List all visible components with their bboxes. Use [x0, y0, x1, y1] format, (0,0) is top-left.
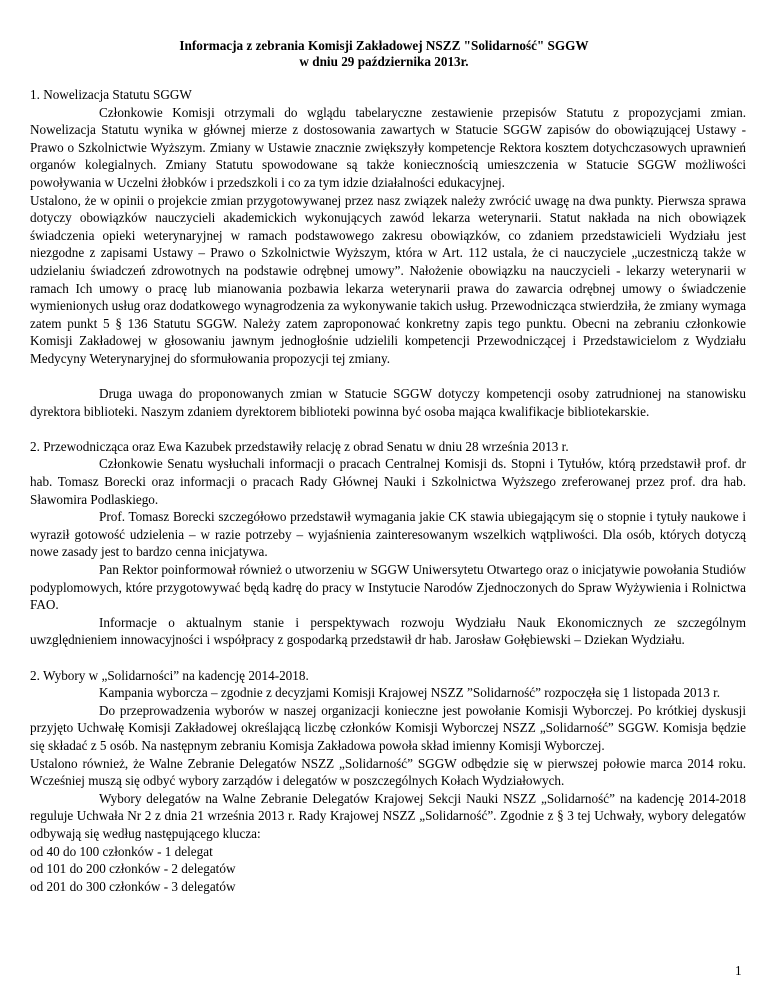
- delegate-key-item: od 201 do 300 członków - 3 delegatów: [30, 878, 236, 894]
- paragraph: Ustalono również, że Walne Zebranie Delegatów NSZZ „Solidarność” SGGW odbędzie się w pierwszej połowie marca 2014 roku. Wcześniej muszą się odbyć wybory zarządów i delegatów w poszczególnych Kołach Wydziałowych.: [30, 755, 746, 789]
- document-body: [30, 86, 746, 895]
- delegate-key-item: od 40 do 100 członków - 1 delegat: [30, 843, 213, 859]
- section-2-heading: 2. Przewodnicząca oraz Ewa Kazubek przedstawiły relację z obrad Senatu w dniu 28 września 2013 r.: [30, 438, 569, 454]
- paragraph: Informacje o aktualnym stanie i perspektywach rozwoju Wydziału Nauk Ekonomicznych ze szczególnym uwzględnieniem innowacyjności i współpracy z gospodarką przedstawił dr hab. Jarosław Gołębiewski – Dziekan Wydziału.: [30, 614, 746, 648]
- paragraph: Druga uwaga do proponowanych zmian w Statucie SGGW dotyczy kompetencji osoby zatrudnionej na stanowisku dyrektora biblioteki. Naszym zdaniem dyrektorem biblioteki powinna być osoba mająca kwalifikacje bibliotekarskie.: [30, 386, 746, 419]
- document-date: w dniu 29 października 2013r.: [299, 54, 469, 69]
- paragraph: Do przeprowadzenia wyborów w naszej organizacji konieczne jest powołanie Komisji Wyborczej. Po krótkiej dyskusji przyjęto Uchwałę Komisji Zakładowej określającą liczbę członków Komisji Wyborczej NSZZ „Solidarność” SGGW. Komisja będzie się składać z 5 osób. Na następnym zebraniu Komisja Zakładowa powoła skład imienny Komisji Wyborczej.: [30, 702, 746, 753]
- delegate-key-item: od 101 do 200 członków - 2 delegatów: [30, 861, 236, 877]
- section-3-heading: 2. Wybory w „Solidarności” na kadencję 2014-2018.: [30, 667, 309, 683]
- paragraph: Prof. Tomasz Borecki szczegółowo przedstawił wymagania jakie CK stawia ubiegającym się o stopnie i tytuły naukowe i wyraził gotowość udzielenia – w razie potrzeby – wyjaśnienia zainteresowanym wszelkich wątpliwości. Dla osób, których dotyczą nowe zasady jest to bardzo cenna inicjatywa.: [30, 509, 746, 560]
- paragraph: Ustalono, że w opinii o projekcie zmian przygotowywanej przez nasz związek należy zwrócić uwagę na dwa punkty. Pierwsza sprawa dotyczy obowiązków nauczycieli akademickich wykonujących zawód lekarza weterynarii. Statut nakłada na nich obowiązek świadczenia opieki weterynaryjnej w ramach podstawowego zakresu obowiązków, co zdaniem przedstawicieli Wydziału jest niezgodne z zapisami Ustawy – Prawo o Szkolnictwie Wyższym, która w Art. 112 ustala, że ci nauczyciele „uczestniczą także w udzielaniu świadczeń zdrowotnych na podstawie odrębnej umowy”. Nałożenie obowiązku na nauczycieli - lekarzy weterynarii w ramach Ich umowy o pracę lub mianowania pozbawia lekarza weterynarii prawa do zawarcia odrębnej umowy o świadczenie wymienionych usług oraz dodatkowego wynagrodzenia za wykonywanie takich usług. Przewodnicząca stwierdziła, że zmiany wymaga zatem punkt 5 § 136 Statutu SGGW. Należy zatem zaproponować konkretny zapis tego punktu. Obecni na zebraniu członkowie Komisji Zakładowej w głosowaniu jawnym jednogłośnie udzielili kompetencji Przewodniczącej i Przedstawicielom z Wydziału Medycyny Weterynaryjnej do sformułowania propozycji tej zmiany.: [30, 192, 746, 366]
- document-title: Informacja z zebrania Komisji Zakładowej NSZZ "Solidarność" SGGW: [179, 38, 589, 53]
- paragraph: Kampania wyborcza – zgodnie z decyzjami Komisji Krajowej NSZZ ”Solidarność” rozpoczęła się 1 listopada 2013 r.: [99, 685, 721, 701]
- paragraph: Członkowie Senatu wysłuchali informacji o pracach Centralnej Komisji ds. Stopni i Tytułów, którą przedstawił prof. dr hab. Tomasz Borecki oraz informacji o pracach Rady Głównej Nauki i Szkolnictwa Wyższego zreferowanej przez prof. dra hab. Sławomira Podlaskiego.: [30, 456, 746, 507]
- paragraph: Pan Rektor poinformował również o utworzeniu w SGGW Uniwersytetu Otwartego oraz o inicjatywie powołania Studiów podyplomowych, które przygotowywać będą kadrę do pracy w Instytucie Narodów Zjednoczonych do Spraw Wyżywienia i Rolnictwa FAO.: [30, 562, 746, 613]
- page-number: 1: [735, 963, 742, 978]
- paragraph: Wybory delegatów na Walne Zebranie Delegatów Krajowej Sekcji Nauki NSZZ „Solidarność” na kadencję 2014-2018 reguluje Uchwała Nr 2 z dnia 21 września 2013 r. Rady Krajowej NSZZ „Solidarność”. Zgodnie z § 3 tej Uchwały, wybory delegatów odbywają się według następującego klucza:: [30, 790, 746, 841]
- section-1-heading: 1. Nowelizacja Statutu SGGW: [30, 87, 192, 102]
- paragraph: Członkowie Komisji otrzymali do wglądu tabelaryczne zestawienie przepisów Statutu z propozycjami zmian. Nowelizacja Statutu wynika w głównej mierze z dostosowania zawartych w Statucie SGGW zapisów do obowiązującej Ustawy - Prawo o Szkolnictwie Wyższym. Zmiany w Ustawie znacznie zwiększyły kompetencje Rektora kosztem dotychczasowych uprawnień organów kolegialnych. Zmiany Statutu spowodowane są także koniecznością umieszczenia w Statucie SGGW możliwości powoływania w Uczelni żłobków i przedszkoli i co za tym idzie działalności edukacyjnej.: [30, 104, 746, 190]
